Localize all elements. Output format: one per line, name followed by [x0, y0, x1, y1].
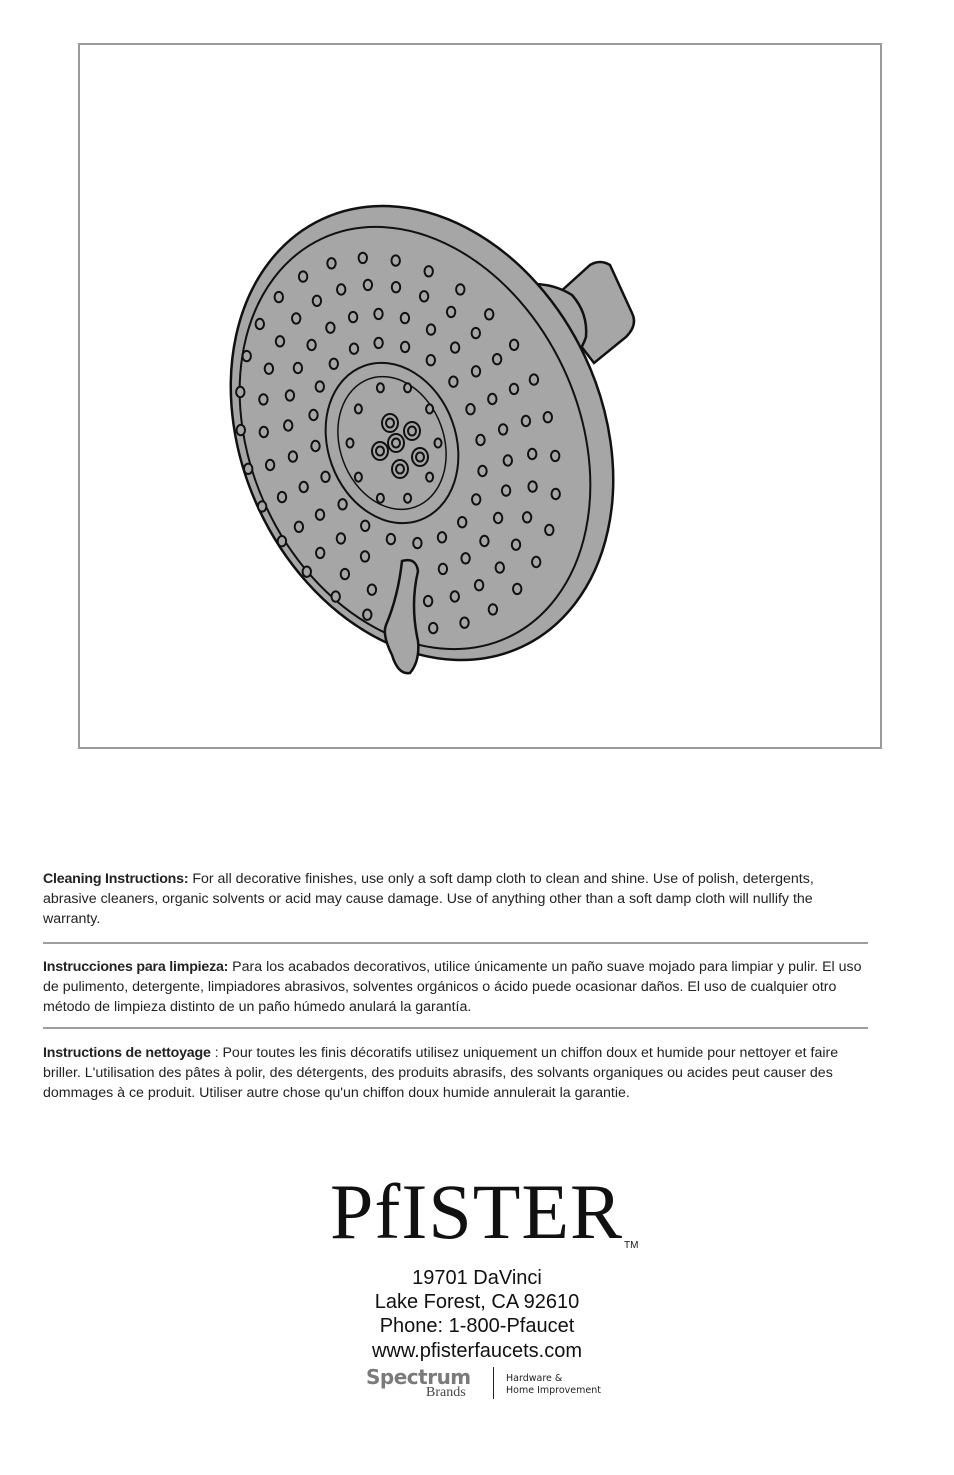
spray-nozzle: [266, 460, 274, 470]
spray-nozzle: [552, 489, 560, 499]
spray-nozzle: [413, 538, 421, 548]
spray-nozzle: [284, 420, 292, 430]
spray-nozzle: [259, 394, 267, 404]
section-divider: [43, 942, 868, 944]
spray-nozzle: [332, 591, 340, 601]
spray-nozzle: [265, 364, 273, 374]
spray-nozzle: [424, 596, 432, 606]
spray-nozzle: [528, 481, 536, 491]
spray-nozzle: [426, 404, 433, 413]
spray-nozzle: [472, 328, 480, 338]
spray-nozzle: [551, 451, 559, 461]
spray-nozzle: [377, 383, 384, 392]
spray-nozzle: [425, 266, 433, 276]
pfister-wordmark: PfISTER: [330, 1168, 624, 1255]
spray-nozzle: [530, 374, 538, 384]
spray-nozzle: [489, 604, 497, 614]
spray-nozzle: [392, 282, 400, 292]
cleaning-text-es: Para los acabados decorativos, utilice únicamente un paño suave mojado para limpiar y pulir. El uso de pulimento, detergente, limpiadores abrasivos, solventes orgánicos o ácido puede ocasionar daños. El uso de cualquier otro método de limpieza distinto de un paño húmedo anulará la garantía.: [43, 959, 862, 1015]
logo-divider: [493, 1367, 494, 1399]
spray-nozzle: [243, 351, 251, 361]
spray-nozzle: [466, 404, 474, 414]
spray-nozzle: [236, 387, 244, 397]
phone-number: Phone: 1-800-Pfaucet: [379, 1315, 575, 1337]
pfister-logo: [330, 1166, 650, 1258]
spray-nozzle: [278, 492, 286, 502]
spray-nozzle: [316, 548, 324, 558]
spray-nozzle: [300, 482, 308, 492]
spray-nozzle: [256, 319, 264, 329]
spray-nozzle: [355, 473, 362, 482]
spray-nozzle: [326, 323, 334, 333]
spray-nozzle: [528, 449, 536, 459]
spray-nozzle: [327, 258, 335, 268]
spray-nozzle: [512, 540, 520, 550]
spray-nozzle: [523, 512, 531, 522]
spray-nozzle: [499, 424, 507, 434]
spray-nozzle: [475, 580, 483, 590]
tagline-line-2: Home Improvement: [506, 1385, 601, 1396]
spray-nozzle: [401, 342, 409, 352]
spray-nozzle: [307, 340, 315, 350]
spray-nozzle: [275, 292, 283, 302]
spray-nozzle: [510, 384, 518, 394]
spray-nozzle: [278, 536, 286, 546]
spray-nozzle: [435, 439, 442, 448]
spray-nozzle: [451, 591, 459, 601]
spray-nozzle: [289, 451, 297, 461]
cleaning-instructions-en: [43, 869, 868, 929]
tagline-line-1: Hardware &: [506, 1373, 563, 1384]
address-line-2: Lake Forest, CA 92610: [374, 1291, 580, 1313]
spray-nozzle: [350, 344, 358, 354]
spray-nozzle: [545, 525, 553, 535]
spray-nozzle: [502, 485, 510, 495]
spray-nozzle: [337, 284, 345, 294]
spray-nozzle: [313, 296, 321, 306]
spray-nozzle: [258, 501, 266, 511]
spray-nozzle: [513, 584, 521, 594]
spray-nozzle: [420, 291, 428, 301]
spray-nozzle: [330, 359, 338, 369]
spray-nozzle: [363, 610, 371, 620]
spray-nozzle: [303, 567, 311, 577]
spray-nozzle: [341, 569, 349, 579]
spray-nozzle: [361, 521, 369, 531]
spray-nozzle: [337, 533, 345, 543]
cleaning-instructions-es: [43, 957, 868, 1017]
spray-nozzle: [361, 551, 369, 561]
shower-head-icon: [80, 45, 880, 747]
spray-nozzle: [355, 404, 362, 413]
spray-nozzle: [404, 494, 411, 503]
spray-nozzle: [476, 435, 484, 445]
spray-nozzle: [451, 342, 459, 352]
spray-nozzle: [472, 366, 480, 376]
spray-nozzle: [472, 494, 480, 504]
spray-nozzle: [316, 381, 324, 391]
spray-nozzle: [374, 338, 382, 348]
spray-nozzle: [458, 517, 466, 527]
spray-nozzle: [396, 465, 404, 474]
spray-nozzle: [294, 363, 302, 373]
spray-nozzle: [401, 313, 409, 323]
spray-nozzle: [461, 553, 469, 563]
cleaning-instructions-fr: [43, 1043, 868, 1103]
address-line-1: 19701 DaVinci: [412, 1267, 542, 1289]
spray-nozzle: [299, 271, 307, 281]
spray-nozzle: [496, 562, 504, 572]
spray-nozzle: [532, 557, 540, 567]
spray-nozzle: [416, 453, 424, 462]
spray-nozzle: [447, 307, 455, 317]
cleaning-text-fr: : Pour toutes les finis décoratifs utilisez uniquement un chiffon doux et humide pour nettoyer et faire briller. L'utilisation des pâtes à polir, des détergents, des produits abrasifs, des solvants organiques ou acides peut causer des dommages à ce produit. Utiliser autre chose qu'un chiffon doux humide annulerait la garantie.: [43, 1045, 839, 1101]
spray-nozzle: [295, 522, 303, 532]
spray-nozzle: [494, 513, 502, 523]
trademark-symbol: TM: [624, 1240, 639, 1251]
spray-nozzle: [510, 340, 518, 350]
spray-nozzle: [485, 309, 493, 319]
spray-nozzle: [376, 447, 384, 456]
spray-nozzle: [392, 439, 400, 448]
spray-nozzle: [439, 564, 447, 574]
cleaning-heading-en: Cleaning Instructions:: [43, 871, 189, 887]
spray-nozzle: [347, 439, 354, 448]
spray-nozzle: [493, 354, 501, 364]
spray-nozzle: [438, 532, 446, 542]
spray-nozzle: [359, 253, 367, 263]
spray-nozzle: [338, 499, 346, 509]
website-link: www.pfisterfaucets.com: [371, 1340, 583, 1362]
spray-nozzle: [449, 377, 457, 387]
spray-nozzle: [377, 494, 384, 503]
spray-nozzle: [321, 472, 329, 482]
spray-nozzle: [374, 309, 382, 319]
spray-nozzle: [309, 410, 317, 420]
spectrum-wordmark: Spectrum: [366, 1365, 471, 1389]
spray-nozzle: [544, 412, 552, 422]
brands-wordmark: Brands: [426, 1385, 466, 1400]
spray-nozzle: [478, 466, 486, 476]
product-illustration-frame: [78, 43, 882, 749]
section-divider: [43, 1027, 868, 1029]
spray-nozzle: [364, 280, 372, 290]
spray-nozzle: [427, 324, 435, 334]
spray-nozzle: [460, 618, 468, 628]
spray-nozzle: [292, 313, 300, 323]
cleaning-heading-fr: Instructions de nettoyage: [43, 1045, 211, 1061]
spray-nozzle: [386, 419, 394, 428]
spray-nozzle: [349, 312, 357, 322]
parent-tagline: [506, 1373, 601, 1397]
spray-nozzle: [408, 427, 416, 436]
spray-nozzle: [392, 255, 400, 265]
spray-nozzle: [426, 473, 433, 482]
spray-nozzle: [311, 441, 319, 451]
spray-nozzle: [429, 623, 437, 633]
spray-nozzle: [244, 464, 252, 474]
spray-nozzle: [286, 390, 294, 400]
spray-nozzle: [427, 355, 435, 365]
spray-nozzle: [504, 455, 512, 465]
spray-nozzle: [260, 427, 268, 437]
spectrum-brands-logo: [366, 1365, 606, 1405]
spray-nozzle: [316, 510, 324, 520]
cleaning-heading-es: Instrucciones para limpieza:: [43, 959, 229, 975]
spray-nozzle: [456, 284, 464, 294]
spray-nozzle: [368, 585, 376, 595]
spray-nozzle: [404, 383, 411, 392]
spray-nozzle: [488, 394, 496, 404]
spray-nozzle: [480, 536, 488, 546]
spray-nozzle: [276, 336, 284, 346]
spray-nozzle: [522, 416, 530, 426]
spray-nozzle: [387, 534, 395, 544]
cleaning-text-en: For all decorative finishes, use only a soft damp cloth to clean and shine. Use of polish, detergents, abrasive cleaners, organic solvents or acid may cause damage. Use of anything other than a soft damp cloth will nullify the warranty.: [43, 871, 814, 927]
spray-nozzle: [237, 425, 245, 435]
